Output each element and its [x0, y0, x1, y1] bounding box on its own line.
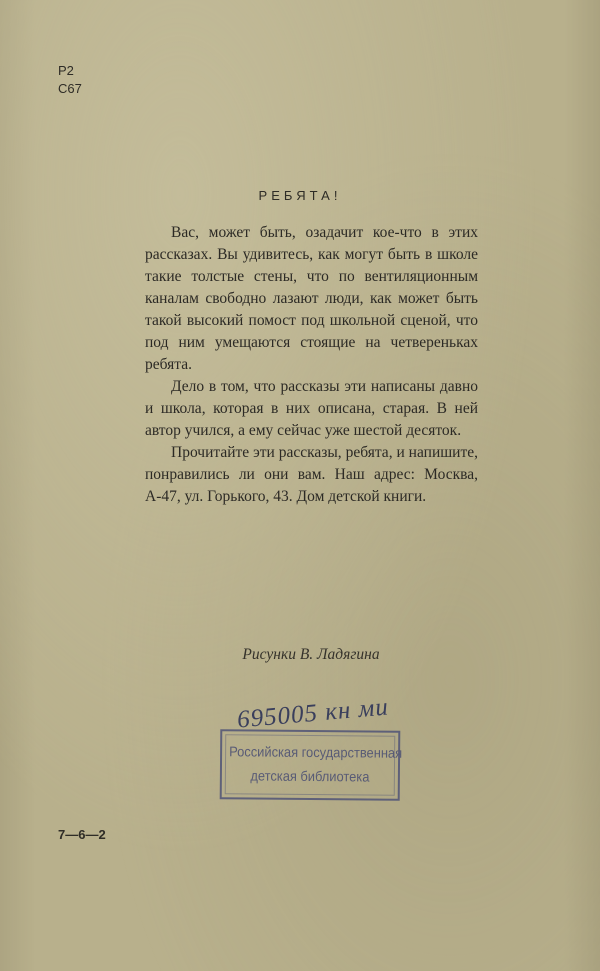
- print-code: 7—6—2: [58, 827, 106, 842]
- page-heading: РЕБЯТА!: [258, 188, 342, 203]
- illustration-credit: Рисунки В. Ладягина: [242, 646, 380, 663]
- index-line-2: С67: [58, 81, 82, 96]
- library-stamp: [220, 729, 401, 801]
- paragraph-1: Вас, может быть, озадачит кое-что в этих рассказах. Вы удивитесь, как могут быть в школе такие толстые стены, что по вентиляционным каналам свободно лазают люди, как может быть такой высокий помост под школьной сценой, что под ним умещаются стоящие на четвереньках ребята.: [145, 224, 478, 373]
- stamp-line-1: Российская государственная: [229, 743, 403, 761]
- index-line-1: Р2: [58, 63, 74, 78]
- stamp-line-2: детская библиотека: [250, 767, 370, 785]
- paragraph-3: Прочитайте эти рассказы, ребята, и напишите, понравились ли они вам. Наш адрес: Москва, А-47, ул. Горького, 43. Дом детской книги.: [145, 444, 478, 505]
- body-text: [145, 222, 478, 508]
- inventory-number: 695005 кн ми: [236, 693, 390, 734]
- paragraph-2: Дело в том, что рассказы эти написаны давно и школа, которая в них описана, старая. В ней автор учился, а ему сейчас уже шестой десяток.: [145, 378, 478, 439]
- library-index: [58, 62, 82, 98]
